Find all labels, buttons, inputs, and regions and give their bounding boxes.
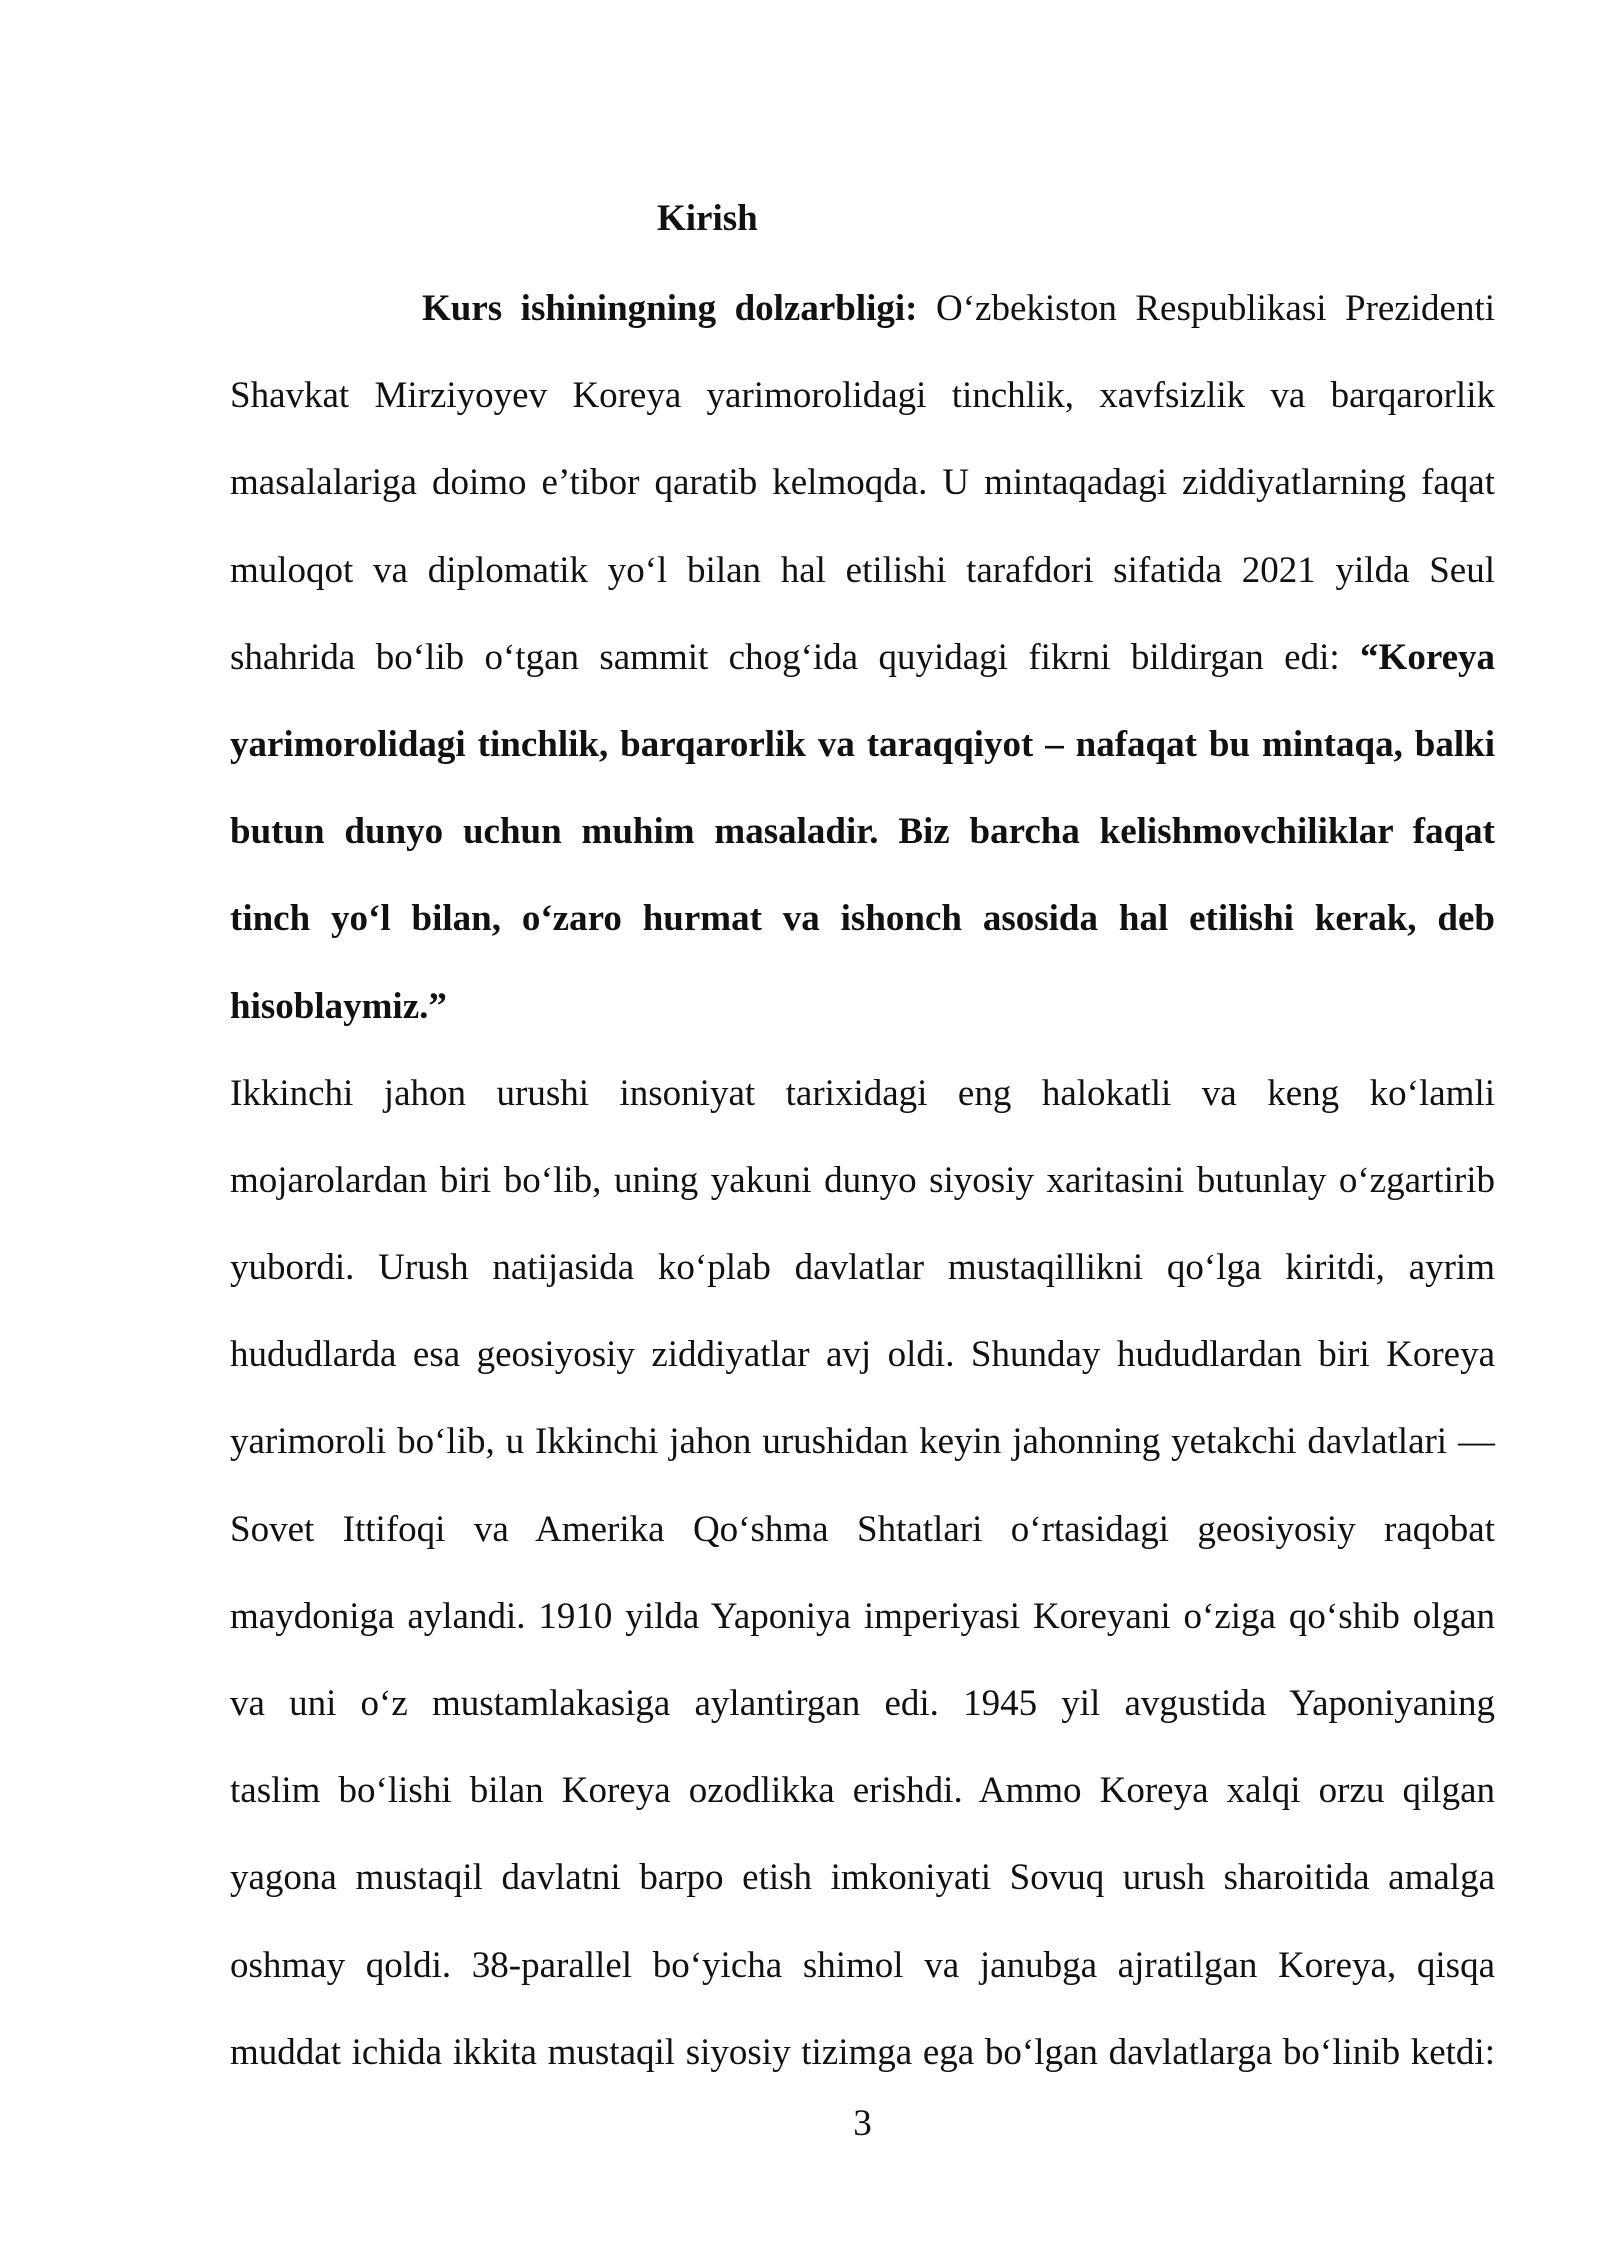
- paragraph-line: [230, 614, 1495, 701]
- paragraph-line: oshmay qoldi. 38-parallel bo‘yicha shimol va janubga ajratilgan Koreya, qisqa: [230, 1944, 1495, 1986]
- paragraph-line: mojarolardan biri bo‘lib, uning yakuni dunyo siyosiy xaritasini butunlay o‘zgartirib: [230, 1159, 1495, 1201]
- quote-start: “Koreya: [1360, 636, 1496, 678]
- quote-line: butun dunyo uchun muhim masaladir. Biz barcha kelishmovchiliklar faqat: [230, 811, 1495, 853]
- quote-line: hisoblaymiz.”: [230, 985, 447, 1027]
- paragraph-line: masalalariga doimo e’tibor qaratib kelmoqda. U mintaqadagi ziddiyatlarning faqat: [230, 462, 1495, 504]
- paragraph-line: Ikkinchi jahon urushi insoniyat tarixidagi eng halokatli va keng ko‘lamli: [230, 1072, 1495, 1114]
- body-text: [230, 265, 1495, 2096]
- section-heading: Kirish: [657, 198, 758, 239]
- paragraph-line: muloqot va diplomatik yo‘l bilan hal etilishi tarafdori sifatida 2021 yilda Seul: [230, 549, 1495, 591]
- paragraph-line: yagona mustaqil davlatni barpo etish imkoniyati Sovuq urush sharoitida amalga: [230, 1857, 1495, 1899]
- paragraph-line: taslim bo‘lishi bilan Koreya ozodlikka erishdi. Ammo Koreya xalqi orzu qilgan: [230, 1770, 1495, 1812]
- paragraph-line: hududlarda esa geosiyosiy ziddiyatlar avj oldi. Shunday hududlardan biri Koreya: [230, 1334, 1495, 1376]
- paragraph-line: va uni o‘z mustamlakasiga aylantirgan edi. 1945 yil avgustida Yaponiyaning: [230, 1683, 1495, 1724]
- quote-line: yarimorolidagi tinchlik, barqarorlik va taraqqiyot – nafaqat bu mintaqa, balki: [230, 723, 1495, 765]
- paragraph-line: yubordi. Urush natijasida ko‘plab davlatlar mustaqillikni qo‘lga kiritdi, ayrim: [230, 1247, 1495, 1289]
- paragraph-line: Shavkat Mirziyoyev Koreya yarimorolidagi tinchlik, xavfsizlik va barqarorlik: [230, 375, 1495, 417]
- paragraph-line: Sovet Ittifoqi va Amerika Qo‘shma Shtatlari o‘rtasidagi geosiyosiy raqobat: [230, 1508, 1495, 1550]
- page-number: 3: [853, 2103, 872, 2144]
- paragraph-line: muddat ichida ikkita mustaqil siyosiy tizimga ega bo‘lgan davlatlarga bo‘linib ketdi:: [230, 2031, 1495, 2073]
- line-text: shahrida bo‘lib o‘tgan sammit chog‘ida quyidagi fikrni bildirgan edi:: [230, 636, 1340, 678]
- line-text: O‘zbekiston Respublikasi Prezidenti: [936, 288, 1496, 329]
- relevance-label: Kurs ishiningning dolzarbligi:: [422, 288, 918, 329]
- paragraph-line: [230, 265, 1495, 352]
- paragraph-line: maydoniga aylandi. 1910 yilda Yaponiya imperiyasi Koreyani o‘ziga qo‘shib olgan: [230, 1595, 1495, 1637]
- paragraph-line: yarimoroli bo‘lib, u Ikkinchi jahon urushidan keyin jahonning yetakchi davlatlari —: [230, 1421, 1495, 1463]
- quote-line: tinch yo‘l bilan, o‘zaro hurmat va ishonch asosida hal etilishi kerak, deb: [230, 898, 1495, 940]
